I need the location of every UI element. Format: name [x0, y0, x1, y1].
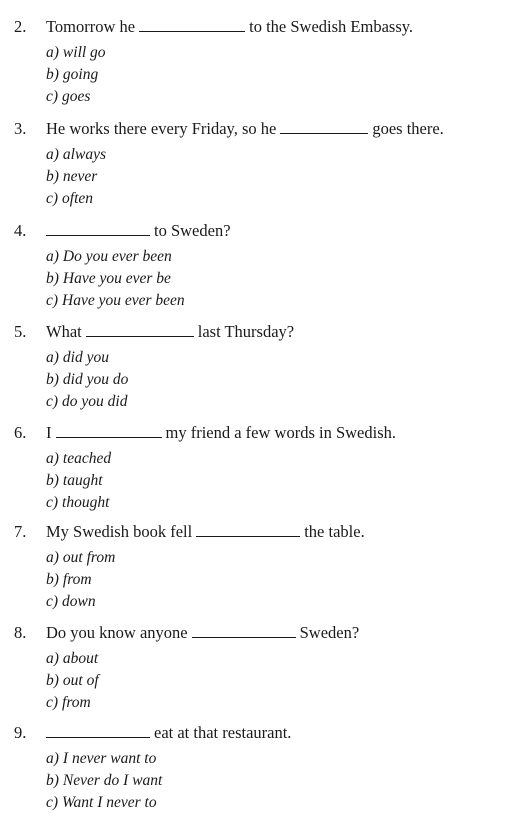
- answer-options: [46, 648, 99, 714]
- option-c: [46, 391, 128, 413]
- answer-blank: [46, 222, 150, 236]
- option-letter: b): [46, 571, 59, 588]
- option-letter: b): [46, 168, 59, 185]
- question-text: [46, 321, 294, 343]
- stem-after: Sweden?: [299, 623, 360, 642]
- option-letter: a): [46, 450, 59, 467]
- option-b: [46, 166, 106, 188]
- option-text: Have you ever been: [62, 292, 185, 309]
- option-text: always: [62, 146, 106, 163]
- option-c: [46, 692, 99, 714]
- option-text: from: [62, 694, 91, 711]
- option-text: did you do: [62, 371, 129, 388]
- answer-blank: [196, 523, 300, 537]
- option-c: [46, 188, 106, 210]
- option-letter: a): [46, 549, 59, 566]
- stem-before: I: [46, 423, 52, 442]
- option-text: down: [62, 593, 96, 610]
- option-a: [46, 347, 128, 369]
- question-number: 8.: [14, 623, 27, 642]
- option-text: out of: [62, 672, 99, 689]
- stem-after: last Thursday?: [197, 322, 295, 341]
- option-text: Want I never to: [62, 794, 157, 811]
- option-text: often: [62, 190, 94, 207]
- option-letter: b): [46, 66, 59, 83]
- stem-before: He works there every Friday, so he: [46, 119, 277, 138]
- option-letter: c): [46, 393, 59, 410]
- option-text: Do you ever been: [62, 248, 172, 265]
- option-a: [46, 246, 185, 268]
- option-text: I never want to: [62, 750, 157, 767]
- answer-options: [46, 448, 111, 514]
- option-letter: a): [46, 44, 59, 61]
- option-text: do you did: [62, 393, 128, 410]
- option-c: [46, 86, 106, 108]
- option-letter: a): [46, 650, 59, 667]
- option-text: going: [62, 66, 99, 83]
- answer-options: [46, 144, 106, 210]
- option-letter: a): [46, 146, 59, 163]
- option-text: out from: [62, 549, 116, 566]
- stem-before: My Swedish book fell: [46, 522, 193, 541]
- option-c: [46, 792, 162, 814]
- option-c: [46, 492, 111, 514]
- answer-blank: [56, 424, 162, 438]
- option-letter: c): [46, 694, 59, 711]
- option-text: Never do I want: [62, 772, 163, 789]
- option-text: from: [62, 571, 92, 588]
- option-b: [46, 369, 128, 391]
- option-letter: c): [46, 292, 59, 309]
- option-letter: b): [46, 472, 59, 489]
- option-text: will go: [62, 44, 106, 61]
- stem-after: to the Swedish Embassy.: [249, 17, 414, 36]
- question-text: [46, 521, 365, 543]
- option-b: [46, 670, 99, 692]
- option-b: [46, 64, 106, 86]
- option-letter: c): [46, 593, 59, 610]
- option-text: about: [62, 650, 99, 667]
- option-text: never: [62, 168, 98, 185]
- answer-options: [46, 42, 106, 108]
- option-letter: a): [46, 750, 59, 767]
- stem-after: the table.: [304, 522, 365, 541]
- answer-blank: [192, 624, 296, 638]
- answer-blank: [280, 120, 368, 134]
- question-number: 9.: [14, 723, 27, 742]
- option-a: [46, 748, 162, 770]
- stem-after: my friend a few words in Swedish.: [165, 423, 397, 442]
- option-a: [46, 448, 111, 470]
- option-letter: c): [46, 794, 59, 811]
- option-b: [46, 470, 111, 492]
- option-a: [46, 42, 106, 64]
- option-c: [46, 591, 115, 613]
- question-number: 2.: [14, 17, 27, 36]
- option-letter: b): [46, 270, 59, 287]
- question-text: [46, 16, 413, 38]
- stem-after: to Sweden?: [154, 221, 231, 240]
- option-a: [46, 648, 99, 670]
- option-text: thought: [62, 494, 110, 511]
- option-c: [46, 290, 185, 312]
- option-letter: b): [46, 672, 59, 689]
- question-number: 4.: [14, 221, 27, 240]
- option-text: taught: [62, 472, 103, 489]
- option-b: [46, 770, 162, 792]
- answer-blank: [86, 323, 194, 337]
- option-text: Have you ever be: [62, 270, 171, 287]
- option-text: teached: [62, 450, 112, 467]
- answer-options: [46, 246, 185, 312]
- stem-after: eat at that restaurant.: [154, 723, 292, 742]
- option-letter: c): [46, 494, 59, 511]
- stem-before: Tomorrow he: [46, 17, 136, 36]
- option-a: [46, 547, 115, 569]
- option-letter: b): [46, 371, 59, 388]
- answer-options: [46, 748, 162, 814]
- option-letter: a): [46, 349, 59, 366]
- stem-before: What: [46, 322, 82, 341]
- question-text: [46, 118, 444, 140]
- stem-after: goes there.: [372, 119, 444, 138]
- answer-options: [46, 347, 128, 413]
- question-text: [46, 422, 396, 444]
- question-number: 3.: [14, 119, 27, 138]
- option-letter: c): [46, 88, 59, 105]
- question-text: [46, 622, 359, 644]
- option-b: [46, 268, 185, 290]
- option-a: [46, 144, 106, 166]
- option-letter: b): [46, 772, 59, 789]
- question-number: 6.: [14, 423, 27, 442]
- option-letter: a): [46, 248, 59, 265]
- option-b: [46, 569, 115, 591]
- question-text: [46, 220, 231, 242]
- answer-blank: [46, 724, 150, 738]
- option-letter: c): [46, 190, 59, 207]
- question-number: 5.: [14, 322, 27, 341]
- question-text: [46, 722, 291, 744]
- answer-options: [46, 547, 115, 613]
- stem-before: Do you know anyone: [46, 623, 188, 642]
- option-text: did you: [62, 349, 109, 366]
- question-number: 7.: [14, 522, 27, 541]
- option-text: goes: [62, 88, 91, 105]
- answer-blank: [139, 18, 245, 32]
